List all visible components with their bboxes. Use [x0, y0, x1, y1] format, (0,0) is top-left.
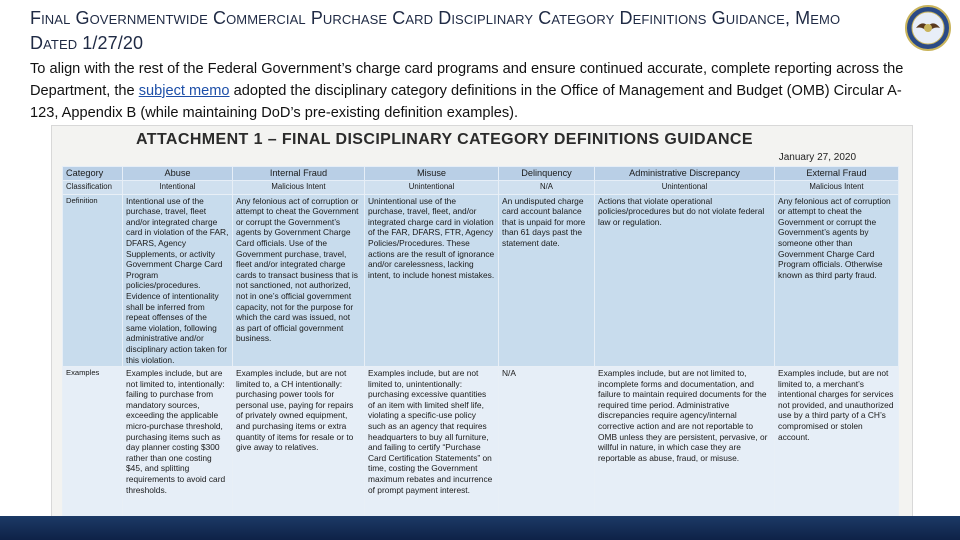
table-cell: Examples include, but are not limited to, a CH intentionally: purchasing power tools for personal use, paying for repairs of privately owned equipment, and purchasing items or extra quantity of items for resale or to give away to relatives. — [233, 367, 365, 517]
attachment-scan — [52, 126, 912, 518]
table-cell: N/A — [499, 181, 595, 195]
table-cell: An undisputed charge card account balance that is unpaid for more than 61 days past the statement date. — [499, 194, 595, 367]
column-header: Administrative Discrepancy — [595, 167, 775, 181]
table-cell: Examples include, but are not limited to, unintentionally: purchasing excessive quantities of an item with limited shelf life, violating a specific-use policy such as an agency that requires headquarters to buy all furniture, and failing to certify “Purchase Card Certification Statements” on time, costing the Government maximum rebates and incurrence of prompt payment interest. — [365, 367, 499, 517]
table-cell: Examples include, but are not limited to, a merchant’s intentional charges for services not provided, and unauthorized use by a third party of a CH’s compromised or stolen account. — [775, 367, 899, 517]
table-cell: Malicious Intent — [233, 181, 365, 195]
table-cell: Any felonious act of corruption or attempt to cheat the Government or corrupt the Government’s agents by someone other than Government Charge Card Program officials. Otherwise known as third party fraud. — [775, 194, 899, 367]
column-header: Abuse — [123, 167, 233, 181]
body-text-end: adopted the disciplinary category definitions in the Office of Management and Budget (OMB) Circular A-123, Appendix B (while maintaining DoD’s pre-existing definition examples). — [30, 83, 902, 121]
bottom-bar — [0, 516, 960, 540]
table-cell: Unintentional — [365, 181, 499, 195]
examples-row — [63, 367, 899, 517]
dod-seal-icon — [902, 4, 954, 52]
table-cell: Intentional use of the purchase, travel, fleet and/or integrated charge card in violation of the FAR, DFARS, Agency Supplements, or activity Government Charge Card Program policies/procedures. Evidence of intentionality shall be inferred from repeat offenses of the same violation, following administrative and/or disciplinary action taken for this violation. — [123, 194, 233, 367]
body-text-start: To align with the rest of the Federal Government’s charge card programs and ensure continued accurate, complete reporting across the Department, the — [30, 61, 904, 99]
column-header: Delinquency — [499, 167, 595, 181]
table-cell: Examples include, but are not limited to, intentionally: failing to purchase from mandatory sources, exceeding the applicable micro-purchase threshold, purchasing items such as day planner costing $300 rather than one costing $45, and splitting requirements to avoid card thresholds. — [123, 367, 233, 517]
table-cell: Intentional — [123, 181, 233, 195]
table-cell: Actions that violate operational policies/procedures but do not violate federal law or regulation. — [595, 194, 775, 367]
table-cell: N/A — [499, 367, 595, 517]
attachment-title: ATTACHMENT 1 – FINAL DISCIPLINARY CATEGORY DEFINITIONS GUIDANCE — [136, 131, 753, 148]
disciplinary-category-table — [62, 166, 899, 517]
table-cell: Any felonious act of corruption or attempt to cheat the Government or corrupt the Government’s agents by Government Charge Card officials. Use of the Government purchase, travel, fleet and/or integrated charge cards to transact business that is not sanctioned, not authorized, not in one’s official government capacity, not for the purpose for which the card was issued, not as part of official government business. — [233, 194, 365, 367]
column-header: Category — [63, 167, 123, 181]
definition-row — [63, 194, 899, 367]
table-header-row — [63, 167, 899, 181]
table-cell: Definition — [63, 194, 123, 367]
column-header: External Fraud — [775, 167, 899, 181]
attachment-date: January 27, 2020 — [778, 152, 856, 163]
subject-memo-link[interactable]: subject memo — [138, 83, 230, 99]
table-cell: Unintentional — [595, 181, 775, 195]
classification-row — [63, 181, 899, 195]
table-cell: Examples — [63, 367, 123, 517]
column-header: Misuse — [365, 167, 499, 181]
slide-body-text — [30, 58, 920, 124]
slide-title: Final Governmentwide Commercial Purchase Card Disciplinary Category Definitions Guidance, Memo Dated 1/27/20 — [30, 8, 841, 53]
column-header: Internal Fraud — [233, 167, 365, 181]
table-cell: Examples include, but are not limited to, incomplete forms and documentation, and failure to maintain required documents for the required time period. Administrative discrepancies require agency/internal corrective action and are not reportable to OMB unless they are persistent, pervasive, or willful in nature, in which case they are reportable as abuse, fraud, or misuse. — [595, 367, 775, 517]
table-cell: Unintentional use of the purchase, travel, fleet, and/or integrated charge card in violation of the FAR, DFARS, FTR, Agency Policies/Procedures. These actions are the result of ignorance and/or carelessness, lacking intent, to include honest mistakes. — [365, 194, 499, 367]
table-cell: Classification — [63, 181, 123, 195]
table-cell: Malicious Intent — [775, 181, 899, 195]
